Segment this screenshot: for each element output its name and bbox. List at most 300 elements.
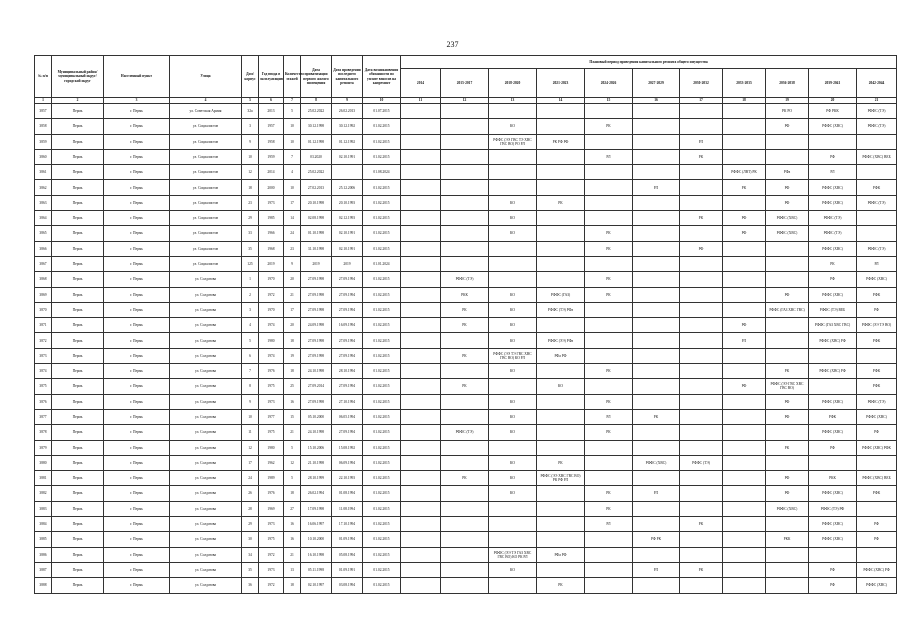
overhaul-date-cell: 15.08.1992 [332, 440, 363, 455]
house-cell: 12 [242, 165, 259, 180]
work-period-cell: РФК [857, 379, 897, 394]
work-period-cell: РФ [723, 211, 766, 226]
street-cell: ул. Социалистов [170, 256, 242, 271]
overhaul-date-cell: 01.12.1992 [332, 134, 363, 149]
work-period-cell: РФФС (ТЭ) ВЕБ [809, 302, 857, 317]
municipality-cell: Пермь [52, 394, 104, 409]
locality-cell: г. Пермь [104, 272, 170, 287]
work-period-cell: РФФС (ТЭ) [441, 272, 489, 287]
column-number: 15 [585, 98, 633, 104]
work-period-cell: РФ [723, 226, 766, 241]
header-year: 2018-2020 [489, 69, 537, 98]
work-period-cell [585, 318, 633, 333]
work-period-cell: РФФС (ЭЭ ГВС ХВС ГВС ВО) [766, 379, 809, 394]
work-period-cell [723, 578, 766, 593]
privatization-date-cell: 02.08.1998 [301, 211, 332, 226]
work-period-cell: РК [537, 195, 585, 210]
work-period-cell: РК [585, 226, 633, 241]
work-period-cell: РК [585, 241, 633, 256]
row-number: 3871 [35, 318, 52, 333]
work-period-cell: РФФС (ГАЗ ХВС ГВС) [766, 302, 809, 317]
work-period-cell [766, 578, 809, 593]
obligation-date-cell: 01.02.2015 [363, 471, 401, 486]
municipality-cell: Пермь [52, 471, 104, 486]
work-period-cell: РФФС (ТЭ) [857, 195, 897, 210]
work-period-cell [857, 134, 897, 149]
work-period-cell [401, 180, 441, 195]
work-period-cell: РФ [809, 578, 857, 593]
work-period-cell: РКК [441, 287, 489, 302]
street-cell: ул. Солдатова [170, 440, 242, 455]
floors-cell: 13 [284, 562, 301, 577]
table-row [35, 547, 897, 562]
privatization-date-cell: 25.02.2022 [301, 104, 332, 119]
house-cell: 33 [242, 226, 259, 241]
work-period-cell: КО [489, 211, 537, 226]
work-period-cell [633, 318, 680, 333]
locality-cell: г. Пермь [104, 348, 170, 363]
work-period-cell: РФФС (ХВС) [766, 501, 809, 516]
column-number: 18 [723, 98, 766, 104]
table-row [35, 226, 897, 241]
work-period-cell [723, 195, 766, 210]
work-period-cell [537, 517, 585, 532]
obligation-date-cell: 01.02.2015 [363, 425, 401, 440]
work-period-cell [585, 547, 633, 562]
table-row [35, 149, 897, 164]
work-period-cell [441, 241, 489, 256]
work-period-cell: РК [680, 211, 723, 226]
header-street: Улица [170, 56, 242, 98]
table-row [35, 104, 897, 119]
column-number: 16 [633, 98, 680, 104]
year-built-cell: 1958 [259, 134, 284, 149]
street-cell: ул. Социалистов [170, 119, 242, 134]
street-cell: ул. Солдатова [170, 562, 242, 577]
work-period-cell [537, 256, 585, 271]
house-cell: 10 [242, 149, 259, 164]
locality-cell: г. Пермь [104, 425, 170, 440]
work-period-cell [680, 379, 723, 394]
work-period-cell: РК РО [766, 104, 809, 119]
work-period-cell [633, 425, 680, 440]
work-period-cell: РФФС (ТЭ) [857, 119, 897, 134]
work-period-cell: РФФС (ЭЭ ХВС ГВС ВО) РК РФ РЛ [537, 471, 585, 486]
street-cell: ул. Солдатова [170, 364, 242, 379]
work-period-cell [401, 379, 441, 394]
work-period-cell [680, 256, 723, 271]
work-period-cell: РФФС (ХВС) ВЕБ [857, 471, 897, 486]
work-period-cell [680, 547, 723, 562]
work-period-cell [489, 440, 537, 455]
overhaul-date-cell: 11.08.1994 [332, 501, 363, 516]
obligation-date-cell: 01.02.2015 [363, 440, 401, 455]
work-period-cell [809, 455, 857, 470]
house-cell: 4 [242, 318, 259, 333]
municipality-cell: Пермь [52, 211, 104, 226]
municipality-cell: Пермь [52, 149, 104, 164]
header-floors: Количество этажей [284, 56, 301, 98]
street-cell: ул. Социалистов [170, 134, 242, 149]
overhaul-date-cell [332, 165, 363, 180]
work-period-cell [441, 149, 489, 164]
column-number: 7 [284, 98, 301, 104]
table-row [35, 195, 897, 210]
house-cell: 9 [242, 394, 259, 409]
house-cell: 29 [242, 211, 259, 226]
obligation-date-cell: 01.02.2015 [363, 409, 401, 424]
work-period-cell: РФФС (ХВС) РФ [809, 364, 857, 379]
work-period-cell: РФ [857, 302, 897, 317]
work-period-cell [723, 241, 766, 256]
work-period-cell [537, 272, 585, 287]
year-built-cell: 1970 [259, 272, 284, 287]
overhaul-date-cell: 06.05.1994 [332, 409, 363, 424]
locality-cell: г. Пермь [104, 241, 170, 256]
work-period-cell [723, 394, 766, 409]
work-period-cell [857, 501, 897, 516]
work-period-cell [809, 348, 857, 363]
privatization-date-cell: 17.09.1998 [301, 501, 332, 516]
locality-cell: г. Пермь [104, 501, 170, 516]
privatization-date-cell: 28.10.1999 [301, 471, 332, 486]
work-period-cell [401, 455, 441, 470]
work-period-cell [401, 578, 441, 593]
locality-cell: г. Пермь [104, 547, 170, 562]
row-number: 3882 [35, 486, 52, 501]
work-period-cell [537, 394, 585, 409]
house-cell: 9 [242, 134, 259, 149]
year-built-cell: 1959 [259, 149, 284, 164]
overhaul-date-cell: 25.12.2006 [332, 180, 363, 195]
privatization-date-cell: 27.09.2014 [301, 379, 332, 394]
row-number: 3868 [35, 272, 52, 287]
year-built-cell: 1973 [259, 195, 284, 210]
row-number: 3879 [35, 440, 52, 455]
work-period-cell [766, 149, 809, 164]
work-period-cell [401, 272, 441, 287]
work-period-cell [585, 256, 633, 271]
floors-cell: 10 [284, 119, 301, 134]
work-period-cell: РК [441, 348, 489, 363]
row-number: 3884 [35, 517, 52, 532]
work-period-cell: РФФС (ЭЭ ТЭ ГВС ХВС ГВС ВО) КО РЛ [489, 348, 537, 363]
floors-cell: 5 [284, 471, 301, 486]
year-built-cell: 1989 [259, 471, 284, 486]
work-period-cell [537, 165, 585, 180]
work-period-cell [401, 149, 441, 164]
work-period-cell: РК [441, 471, 489, 486]
locality-cell: г. Пермь [104, 578, 170, 593]
floors-cell: 14 [284, 211, 301, 226]
privatization-date-cell: 01.10.1998 [301, 226, 332, 241]
work-period-cell: РКК [809, 471, 857, 486]
privatization-date-cell: 2019 [301, 256, 332, 271]
year-built-cell: 1985 [259, 211, 284, 226]
obligation-date-cell: 01.02.2015 [363, 149, 401, 164]
work-period-cell: РК [585, 501, 633, 516]
municipality-cell: Пермь [52, 578, 104, 593]
privatization-date-cell: 24.09.1998 [301, 318, 332, 333]
overhaul-date-cell: 27.09.1994 [332, 425, 363, 440]
work-period-cell [633, 119, 680, 134]
house-cell: 35 [242, 562, 259, 577]
privatization-date-cell: 24.10.1998 [301, 364, 332, 379]
work-period-cell: РК [766, 440, 809, 455]
table-row [35, 165, 897, 180]
overhaul-date-cell: 26.02.2013 [332, 104, 363, 119]
privatization-date-cell: 30.12.1998 [301, 119, 332, 134]
work-period-cell [401, 348, 441, 363]
work-period-cell: РФФС (ТЭ) РФ [809, 501, 857, 516]
work-period-cell: РФ [723, 318, 766, 333]
row-number: 3874 [35, 364, 52, 379]
overhaul-date-cell: 27.09.1994 [332, 333, 363, 348]
municipality-cell: Пермь [52, 333, 104, 348]
work-period-cell [441, 134, 489, 149]
obligation-date-cell: 01.02.2015 [363, 547, 401, 562]
work-period-cell [585, 455, 633, 470]
obligation-date-cell: 01.02.2015 [363, 455, 401, 470]
year-built-cell: 1973 [259, 562, 284, 577]
work-period-cell: КО [489, 394, 537, 409]
work-period-cell [401, 318, 441, 333]
work-period-cell [585, 333, 633, 348]
work-period-cell [441, 364, 489, 379]
work-period-cell: РФФС (ХВС) [857, 578, 897, 593]
work-period-cell: РФФС (ТЭ) [857, 104, 897, 119]
work-period-cell [537, 149, 585, 164]
work-period-cell [537, 211, 585, 226]
work-period-cell [537, 318, 585, 333]
municipality-cell: Пермь [52, 348, 104, 363]
locality-cell: г. Пермь [104, 455, 170, 470]
work-period-cell: РФ [766, 180, 809, 195]
work-period-cell [633, 165, 680, 180]
house-cell: 30 [242, 532, 259, 547]
street-cell: ул. Солдатова [170, 486, 242, 501]
year-built-cell: 1974 [259, 348, 284, 363]
work-period-cell [585, 562, 633, 577]
work-period-cell [585, 302, 633, 317]
work-period-cell: КО [489, 455, 537, 470]
work-period-cell [723, 517, 766, 532]
work-period-cell [441, 455, 489, 470]
privatization-date-cell: 31.10.1998 [301, 241, 332, 256]
work-period-cell: КО [489, 409, 537, 424]
work-period-cell [680, 180, 723, 195]
work-period-cell [723, 302, 766, 317]
locality-cell: г. Пермь [104, 256, 170, 271]
row-number: 3859 [35, 134, 52, 149]
house-cell: 10 [242, 409, 259, 424]
table-row [35, 440, 897, 455]
house-cell: 32а [242, 104, 259, 119]
row-number: 3862 [35, 180, 52, 195]
work-period-cell [723, 134, 766, 149]
overhaul-date-cell: 01.09.1994 [332, 532, 363, 547]
work-period-cell [489, 241, 537, 256]
work-period-cell [401, 547, 441, 562]
work-period-cell: РК [585, 272, 633, 287]
row-number: 3863 [35, 195, 52, 210]
work-period-cell [766, 333, 809, 348]
overhaul-date-cell: 20.10.1993 [332, 195, 363, 210]
work-period-cell: РЛ [633, 180, 680, 195]
work-period-cell: РФФС (ХВС) [766, 226, 809, 241]
work-period-cell: РК [633, 409, 680, 424]
work-period-cell [766, 318, 809, 333]
work-period-cell [401, 471, 441, 486]
work-period-cell [585, 440, 633, 455]
overhaul-date-cell: 17.10.1994 [332, 517, 363, 532]
municipality-cell: Пермь [52, 547, 104, 562]
floors-cell: 16 [284, 394, 301, 409]
work-period-cell: КО [489, 486, 537, 501]
house-cell: 17 [242, 455, 259, 470]
obligation-date-cell: 01.02.2015 [363, 364, 401, 379]
overhaul-date-cell: 02.12.1993 [332, 211, 363, 226]
row-number: 3886 [35, 547, 52, 562]
work-period-cell: РФФС (ХВС) [809, 394, 857, 409]
municipality-cell: Пермь [52, 501, 104, 516]
street-cell: ул. Советская Армия [170, 104, 242, 119]
work-period-cell [489, 379, 537, 394]
locality-cell: г. Пермь [104, 318, 170, 333]
work-period-cell: РФФС (ТЭ) [857, 394, 897, 409]
house-cell: 18 [242, 180, 259, 195]
work-period-cell [585, 348, 633, 363]
row-number: 3867 [35, 256, 52, 271]
work-period-cell [489, 149, 537, 164]
work-period-cell: РК [441, 318, 489, 333]
work-period-cell [723, 471, 766, 486]
work-period-cell: РФФС (ЭЭ ГВС ТЭ ХВС ГВС ВО) РО РЛ [489, 134, 537, 149]
privatization-date-cell: 03.2020 [301, 149, 332, 164]
work-period-cell: КО [489, 333, 537, 348]
work-period-cell: РФФС (ЭЭ ТЭ ВО) [857, 318, 897, 333]
work-period-cell [723, 501, 766, 516]
obligation-date-cell: 01.02.2015 [363, 486, 401, 501]
work-period-cell [857, 211, 897, 226]
locality-cell: г. Пермь [104, 409, 170, 424]
work-period-cell [441, 195, 489, 210]
work-period-cell: РК [809, 256, 857, 271]
work-period-cell [441, 226, 489, 241]
year-built-cell: 1970 [259, 302, 284, 317]
work-period-cell [723, 547, 766, 562]
header-year: 2030-2032 [680, 69, 723, 98]
work-period-cell [441, 547, 489, 562]
floors-cell: 18 [284, 364, 301, 379]
year-built-cell: 1980 [259, 333, 284, 348]
floors-cell: 10 [284, 180, 301, 195]
table-row [35, 532, 897, 547]
street-cell: ул. Солдатова [170, 517, 242, 532]
work-period-cell [723, 486, 766, 501]
municipality-cell: Пермь [52, 379, 104, 394]
work-period-cell [585, 165, 633, 180]
work-period-cell [633, 517, 680, 532]
work-period-cell [401, 562, 441, 577]
work-period-cell: РФФС (ХВС) [857, 272, 897, 287]
obligation-date-cell: 01.02.2015 [363, 578, 401, 593]
work-period-cell [401, 486, 441, 501]
work-period-cell [766, 241, 809, 256]
street-cell: ул. Солдатова [170, 501, 242, 516]
year-built-cell: 2013 [259, 104, 284, 119]
locality-cell: г. Пермь [104, 149, 170, 164]
work-period-cell: РФФС (ХВС) [857, 409, 897, 424]
obligation-date-cell: 01.02.2015 [363, 532, 401, 547]
work-period-cell: РК [585, 287, 633, 302]
street-cell: ул. Солдатова [170, 287, 242, 302]
floors-cell: 18 [284, 333, 301, 348]
locality-cell: г. Пермь [104, 532, 170, 547]
locality-cell: г. Пермь [104, 364, 170, 379]
floors-cell: 18 [284, 486, 301, 501]
work-period-cell: РК [585, 364, 633, 379]
municipality-cell: Пермь [52, 119, 104, 134]
work-period-cell [723, 455, 766, 470]
column-number: 11 [401, 98, 441, 104]
house-cell: 24 [242, 471, 259, 486]
work-period-cell: РФ [766, 195, 809, 210]
work-period-cell: РФК [857, 180, 897, 195]
work-period-cell: КО [489, 226, 537, 241]
privatization-date-cell: 10.10.2000 [301, 532, 332, 547]
work-period-cell [537, 409, 585, 424]
row-number: 3887 [35, 562, 52, 577]
work-period-cell: РЛ [723, 333, 766, 348]
work-period-cell [537, 562, 585, 577]
street-cell: ул. Социалистов [170, 241, 242, 256]
street-cell: ул. Солдатова [170, 348, 242, 363]
obligation-date-cell: 01.02.2015 [363, 241, 401, 256]
work-period-cell: РФФС (ТЭ) [809, 211, 857, 226]
municipality-cell: Пермь [52, 256, 104, 271]
street-cell: ул. Солдатова [170, 455, 242, 470]
work-period-cell: РФК [857, 486, 897, 501]
capital-repair-register-table [34, 55, 897, 594]
work-period-cell [537, 180, 585, 195]
street-cell: ул. Солдатова [170, 409, 242, 424]
house-cell: 3 [242, 302, 259, 317]
row-number: 3872 [35, 333, 52, 348]
overhaul-date-cell: 27.10.1994 [332, 394, 363, 409]
locality-cell: г. Пермь [104, 562, 170, 577]
work-period-cell [680, 119, 723, 134]
work-period-cell [489, 517, 537, 532]
obligation-date-cell: 01.02.2015 [363, 119, 401, 134]
street-cell: ул. Социалистов [170, 165, 242, 180]
overhaul-date-cell: 02.10.1991 [332, 226, 363, 241]
work-period-cell [766, 425, 809, 440]
header-no: № п/п [35, 56, 52, 98]
work-period-cell: КО [489, 364, 537, 379]
obligation-date-cell: 01.08.2024 [363, 165, 401, 180]
work-period-cell [680, 440, 723, 455]
work-period-cell [401, 394, 441, 409]
obligation-date-cell: 01.01.2024 [363, 256, 401, 271]
work-period-cell: РФ РКК [809, 104, 857, 119]
table-row [35, 180, 897, 195]
work-period-cell [680, 364, 723, 379]
floors-cell: 25 [284, 379, 301, 394]
work-period-cell [633, 302, 680, 317]
work-period-cell [489, 165, 537, 180]
work-period-cell [489, 180, 537, 195]
